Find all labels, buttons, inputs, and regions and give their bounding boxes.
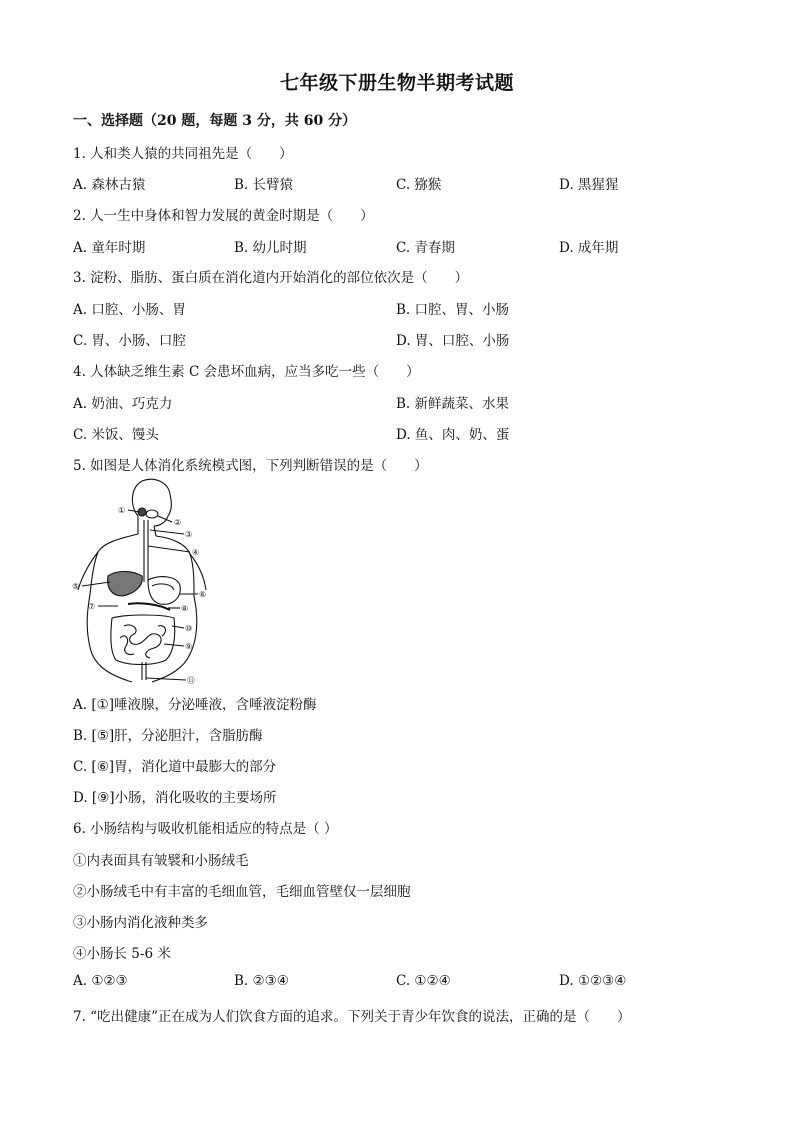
figure-label-9: ⑨: [185, 642, 193, 651]
q6-statement-4: ④小肠长 5-6 米: [73, 946, 171, 962]
q1-option-a[interactable]: A. 森林古猿: [73, 177, 146, 193]
q3-option-a[interactable]: A. 口腔、小肠、胃: [73, 302, 186, 318]
figure-label-11: ⑪: [187, 676, 195, 685]
q6-option-c[interactable]: C. ①②④: [396, 973, 451, 989]
figure-label-2: ②: [174, 518, 182, 527]
figure-label-8: ⑧: [181, 604, 189, 613]
question-1-stem: 1. 人和类人猿的共同祖先是（ ）: [73, 146, 293, 162]
q5-option-a[interactable]: A. [①]唾液腺，分泌唾液，含唾液淀粉酶: [73, 697, 317, 713]
question-2-stem: 2. 人一生中身体和智力发展的黄金时期是（ ）: [73, 208, 374, 224]
question-3-stem: 3. 淀粉、脂肪、蛋白质在消化道内开始消化的部位依次是（ ）: [73, 270, 469, 286]
q4-option-c[interactable]: C. 米饭、馒头: [73, 427, 159, 443]
question-6-stem: 6. 小肠结构与吸收机能相适应的特点是（ ）: [73, 821, 338, 837]
q2-option-b[interactable]: B. 幼儿时期: [234, 240, 307, 256]
q6-option-b[interactable]: B. ②③④: [234, 973, 289, 989]
q6-statement-1: ①内表面具有皱襞和小肠绒毛: [73, 853, 249, 869]
q6-statement-2: ②小肠绒毛中有丰富的毛细血管，毛细血管壁仅一层细胞: [73, 884, 411, 900]
figure-label-6: ⑥: [199, 590, 207, 599]
q5-option-b[interactable]: B. [⑤]肝，分泌胆汁，含脂肪酶: [73, 728, 263, 744]
q1-option-d[interactable]: D. 黑猩猩: [559, 177, 619, 193]
q3-option-b[interactable]: B. 口腔、胃、小肠: [396, 302, 510, 318]
q6-option-d[interactable]: D. ①②③④: [559, 973, 627, 989]
q3-option-d[interactable]: D. 胃、口腔、小肠: [396, 333, 510, 349]
figure-label-5: ⑤: [72, 582, 80, 591]
question-5-stem: 5. 如图是人体消化系统模式图，下列判断错误的是（ ）: [73, 458, 428, 474]
figure-label-4: ④: [192, 548, 200, 557]
q1-option-c[interactable]: C. 猕猴: [396, 177, 442, 193]
figure-label-7: ⑦: [88, 602, 96, 611]
question-4-stem: 4. 人体缺乏维生素 C 会患坏血病，应当多吃一些（ ）: [73, 364, 420, 380]
digestive-system-diagram: [68, 476, 216, 688]
figure-label-10: ⑩: [185, 624, 193, 633]
q1-option-b[interactable]: B. 长臂猿: [234, 177, 294, 193]
q6-option-a[interactable]: A. ①②③: [73, 973, 128, 989]
q2-option-a[interactable]: A. 童年时期: [73, 240, 146, 256]
q5-option-d[interactable]: D. [⑨]小肠，消化吸收的主要场所: [73, 790, 277, 806]
q4-option-d[interactable]: D. 鱼、肉、奶、蛋: [396, 427, 510, 443]
q2-option-d[interactable]: D. 成年期: [559, 240, 619, 256]
figure-label-1: ①: [118, 506, 126, 515]
q5-option-c[interactable]: C. [⑥]胃，消化道中最膨大的部分: [73, 759, 277, 775]
figure-label-3: ③: [185, 530, 193, 539]
q2-option-c[interactable]: C. 青春期: [396, 240, 455, 256]
section-heading: 一、选择题（20 题，每题 3 分，共 60 分）: [73, 113, 357, 129]
page-title: 七年级下册生物半期考试题: [279, 72, 514, 94]
q4-option-a[interactable]: A. 奶油、巧克力: [73, 396, 173, 412]
question-7-stem: 7. “吃出健康”正在成为人们饮食方面的追求。下列关于青少年饮食的说法，正确的是（ ）: [73, 1009, 631, 1025]
q3-option-c[interactable]: C. 胃、小肠、口腔: [73, 333, 186, 349]
q4-option-b[interactable]: B. 新鲜蔬菜、水果: [396, 396, 510, 412]
q6-statement-3: ③小肠内消化液种类多: [73, 915, 208, 931]
